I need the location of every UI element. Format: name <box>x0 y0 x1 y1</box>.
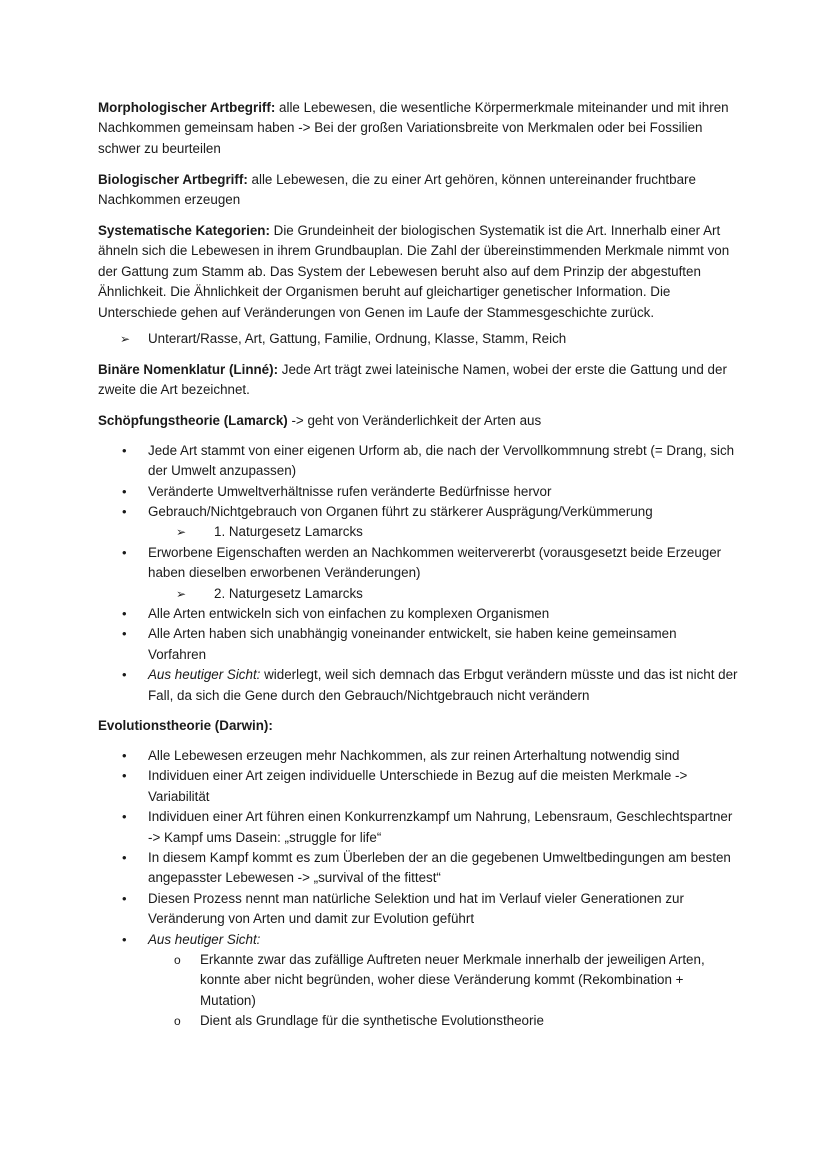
list-item <box>98 329 738 349</box>
list-item <box>98 848 738 889</box>
list-item <box>98 746 738 766</box>
bullet-icon: • <box>122 544 127 560</box>
bullet-icon: • <box>122 503 127 519</box>
heading-darwin-title: Evolutionstheorie (Darwin): <box>98 718 273 734</box>
bullet-icon: • <box>122 768 127 784</box>
sub-list-item <box>148 950 738 1011</box>
list-item-text: Individuen einer Art zeigen individuelle Unterschiede in Bezug auf die meisten Merkmale -> Variabilität <box>148 768 688 804</box>
list-item <box>98 930 738 1032</box>
sub-list <box>148 584 738 604</box>
list-item-text: Diesen Prozess nennt man natürliche Selektion und hat im Verlauf vieler Generationen zur Veränderung von Arten und damit zur Evolution geführt <box>148 890 684 927</box>
bullet-icon: • <box>122 747 127 763</box>
paragraph-systematic-categories <box>98 221 738 323</box>
sub-list-item <box>148 522 738 542</box>
list-item-text: Jede Art stammt von einer eigenen Urform ab, die nach der Vervollkommnung strebt (= Drang, sich der Umwelt anzupassen) <box>148 442 735 479</box>
heading-lamarck-title: Schöpfungstheorie (Lamarck) <box>98 413 288 429</box>
list-item <box>98 502 738 543</box>
term-systematic: Systematische Kategorien: <box>98 223 270 239</box>
bullet-icon: • <box>122 605 127 621</box>
paragraph-binary-nomenclature <box>98 360 738 401</box>
list-item-text: Individuen einer Art führen einen Konkurrenzkampf um Nahrung, Lebensraum, Geschlechtspartner -> Kampf ums Dasein: „struggle for life“ <box>148 809 733 845</box>
definition-text: Jede Art trägt zwei lateinische Namen, wobei der erste die Gattung und der zweite die Art bezeichnet. <box>98 361 727 398</box>
sub-list-item <box>148 1011 738 1031</box>
sub-list-item-text: Erkannte zwar das zufällige Auftreten neuer Merkmale innerhalb der jeweiligen Arten, konnte aber nicht begründen, woher diese Veränderung kommt (Rekombination + Mutation) <box>200 951 705 1008</box>
list-item-text: Alle Lebewesen erzeugen mehr Nachkommen, als zur reinen Arterhaltung notwendig sind <box>148 747 680 763</box>
sub-list-item-text: Dient als Grundlage für die synthetische Evolutionstheorie <box>200 1013 544 1029</box>
list-item-text: Unterart/Rasse, Art, Gattung, Familie, Ordnung, Klasse, Stamm, Reich <box>148 331 567 347</box>
list-item <box>98 482 738 502</box>
term-binary-nomenclature: Binäre Nomenklatur (Linné): <box>98 361 279 377</box>
categories-list <box>98 329 738 349</box>
term-biological: Biologischer Artbegriff: <box>98 171 248 187</box>
paragraph-biological-species <box>98 170 738 211</box>
list-item <box>98 441 738 482</box>
list-item <box>98 807 738 848</box>
list-item-text: In diesem Kampf kommt es zum Überleben der an die gegebenen Umweltbedingungen am besten angepasster Lebewesen -> „survival of the fittest“ <box>148 849 731 886</box>
sub-list <box>148 522 738 542</box>
arrow-bullet-icon: ➢ <box>176 586 187 601</box>
document-body <box>98 98 738 1042</box>
sub-list-item <box>148 584 738 604</box>
arrow-bullet-icon: ➢ <box>120 332 131 347</box>
darwin-list <box>98 746 738 1032</box>
list-item-text: Alle Arten haben sich unabhängig voneinander entwickelt, sie haben keine gemeinsamen Vorfahren <box>148 626 677 662</box>
list-item-text: Gebrauch/Nichtgebrauch von Organen führt zu stärkerer Ausprägung/Verkümmerung <box>148 503 653 519</box>
list-item-text: widerlegt, weil sich demnach das Erbgut verändern müsste und das ist nicht der Fall, da sich die Gene durch den Gebrauch/Nichtgebrauch nicht verändern <box>148 667 738 703</box>
bullet-icon: • <box>122 809 127 825</box>
paragraph-morphological-species <box>98 98 738 159</box>
list-item <box>98 604 738 624</box>
arrow-bullet-icon: ➢ <box>176 525 187 540</box>
today-label: Aus heutiger Sicht: <box>148 931 261 947</box>
heading-darwin <box>98 716 738 736</box>
sub-list <box>148 950 738 1032</box>
sub-list-item-text: 1. Naturgesetz Lamarcks <box>214 524 363 540</box>
definition-text: alle Lebewesen, die zu einer Art gehören, können untereinander fruchtbare Nachkommen erzeugen <box>98 171 696 208</box>
bullet-icon: • <box>122 890 127 906</box>
bullet-icon: • <box>122 667 127 683</box>
bullet-icon: • <box>122 931 127 947</box>
bullet-icon: • <box>122 626 127 642</box>
bullet-icon: • <box>122 849 127 865</box>
heading-lamarck <box>98 411 738 431</box>
sub-list-item-text: 2. Naturgesetz Lamarcks <box>214 585 363 601</box>
list-item <box>98 665 738 706</box>
list-item <box>98 766 738 807</box>
list-item <box>98 543 738 604</box>
list-item <box>98 889 738 930</box>
circle-bullet-icon: o <box>174 1014 181 1029</box>
list-item-text: Veränderte Umweltverhältnisse rufen veränderte Bedürfnisse hervor <box>148 483 552 499</box>
term-morphological: Morphologischer Artbegriff: <box>98 100 276 115</box>
lamarck-list <box>98 441 738 706</box>
list-item-text: Erworbene Eigenschaften werden an Nachkommen weitervererbt (vorausgesetzt beide Erzeuger haben dieselben erworbenen Veränderungen) <box>148 544 722 581</box>
circle-bullet-icon: o <box>174 952 181 967</box>
definition-text: Die Grundeinheit der biologischen Systematik ist die Art. Innerhalb einer Art ähneln sich die Lebewesen in ihrem Grundbauplan. Die Zahl der übereinstimmenden Merkmale nimmt von der Gattung zum Stamm ab. Das System der Lebewesen beruht also auf dem Prinzip der abgestuften Ähnlichkeit. Die Ähnlichkeit der Organismen beruht auf gleichartiger genetischer Information. Die Unterschiede gehen auf Veränderungen von Genen im Laufe der Stammesgeschichte zurück. <box>98 223 730 320</box>
heading-lamarck-rest: -> geht von Veränderlichkeit der Arten aus <box>287 413 542 429</box>
bullet-icon: • <box>122 483 127 499</box>
today-label: Aus heutiger Sicht: <box>148 667 261 683</box>
bullet-icon: • <box>122 442 127 458</box>
definition-text: alle Lebewesen, die wesentliche Körpermerkmale miteinander und mit ihren Nachkommen gemeinsam haben -> Bei der großen Variationsbreite von Merkmalen oder bei Fossilien schwer zu beurteilen <box>98 100 729 156</box>
list-item-text: Alle Arten entwickeln sich von einfachen zu komplexen Organismen <box>148 605 550 621</box>
list-item <box>98 624 738 665</box>
